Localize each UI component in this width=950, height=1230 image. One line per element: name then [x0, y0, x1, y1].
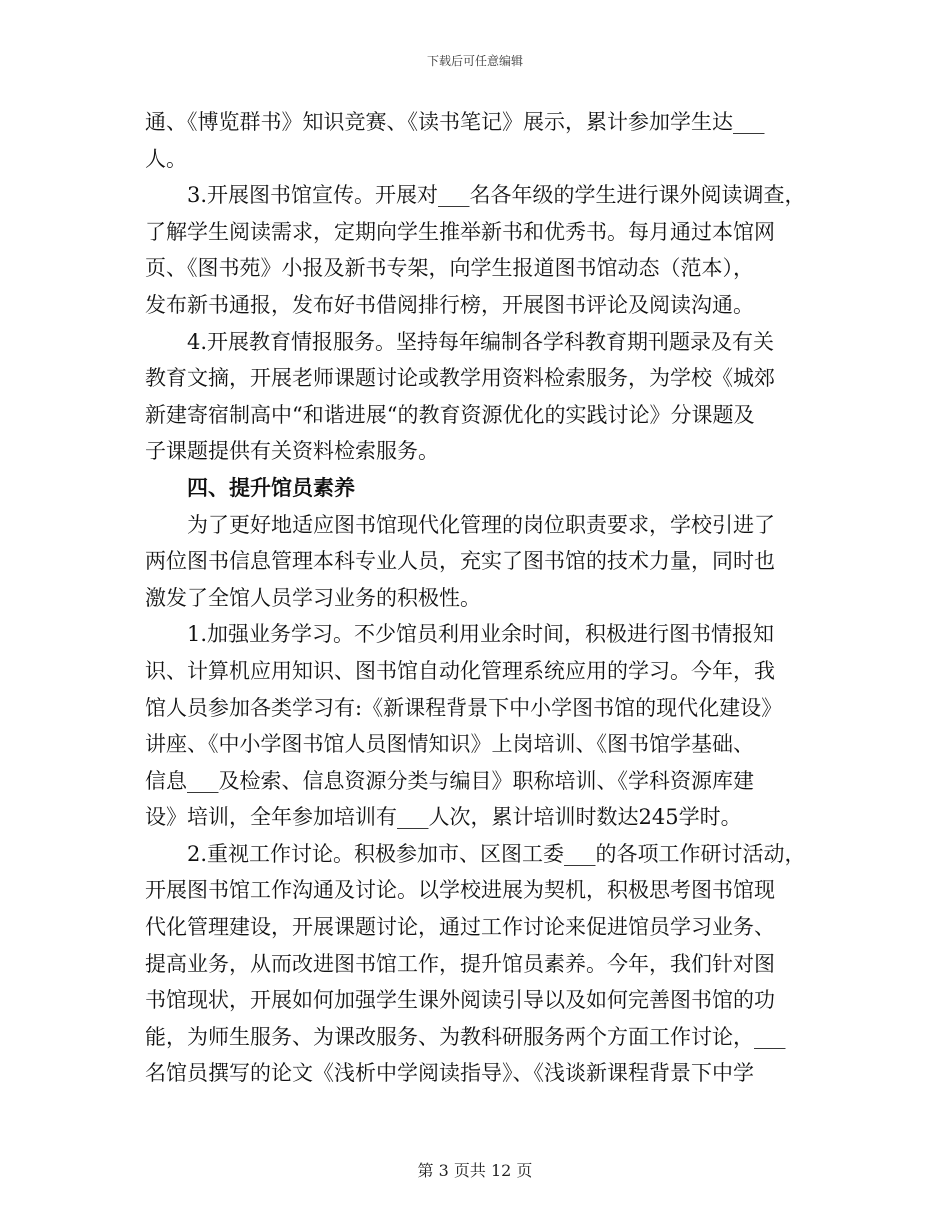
text-line: 两位图书信息管理本科专业人员，充实了图书馆的技术力量，同时也 — [145, 549, 775, 574]
text-line: 1.加强业务学习。不少馆员利用业余时间，积极进行图书情报知 — [187, 622, 775, 647]
text-line: 设》培训，全年参加培训有___人次，累计培训时数达245学时。 — [145, 805, 742, 830]
text-line: 通、《博览群书》知识竞赛、《读书笔记》展示，累计参加学生达___ — [145, 110, 765, 134]
text-line: 3.开展图书馆宣传。开展对___名各年级的学生进行课外阅读调查， — [187, 183, 806, 208]
document-body — [145, 104, 810, 1092]
text-line: 能，为师生服务、为课改服务、为教科研服务两个方面工作讨论，___ — [145, 1024, 786, 1049]
text-line: 开展图书馆工作沟通及讨论。以学校进展为契机，积极思考图书馆现 — [145, 878, 775, 903]
text-line: 识、计算机应用知识、图书馆自动化管理系统应用的学习。今年，我 — [145, 658, 775, 683]
text-line: 2.重视工作讨论。积极参加市、区图工委___的各项工作研讨活动， — [187, 841, 806, 866]
text-line: 教育文摘，开展老师课题讨论或教学用资料检索服务，为学校《城郊 — [145, 366, 775, 391]
text-line: 人。 — [145, 146, 187, 171]
section-heading: 四、提升馆员素养 — [187, 474, 355, 500]
text-line: 讲座、《中小学图书馆人员图情知识》上岗培训、《图书馆学基础、 — [145, 732, 754, 757]
text-line: 激发了全馆人员学习业务的积极性。 — [145, 585, 481, 610]
text-line: 信息___及检索、信息资源分类与编目》职称培训、《学科资源库建 — [145, 768, 754, 793]
text-line: 页、《图书苑》小报及新书专架，向学生报道图书馆动态（范本）， — [145, 256, 754, 281]
text-line: 为了更好地适应图书馆现代化管理的岗位职责要求，学校引进了 — [187, 512, 775, 537]
page-footer: 第 3 页共 12 页 — [417, 1161, 533, 1180]
text-line: 名馆员撰写的论文《浅析中学阅读指导》、《浅谈新课程背景下中学 — [145, 1061, 754, 1086]
text-line: 了解学生阅读需求，定期向学生推举新书和优秀书。每月通过本馆网 — [145, 219, 775, 244]
text-line: 馆人员参加各类学习有:《新课程背景下中小学图书馆的现代化建设》 — [145, 695, 783, 720]
text-line: 4.开展教育情报服务。坚持每年编制各学科教育期刊题录及有关 — [187, 329, 775, 354]
text-line: 子课题提供有关资料检索服务。 — [145, 439, 439, 464]
text-line: 发布新书通报，发布好书借阅排行榜，开展图书评论及阅读沟通。 — [145, 292, 754, 317]
text-line: 代化管理建设，开展课题讨论，通过工作讨论来促进馆员学习业务、 — [145, 915, 775, 940]
text-line: 新建寄宿制高中“和谐进展“的教育资源优化的实践讨论》分课题及 — [145, 402, 755, 427]
page-header: 下载后可任意编辑 — [426, 54, 523, 68]
text-line: 提高业务，从而改进图书馆工作，提升馆员素养。今年，我们针对图 — [145, 951, 775, 976]
text-line: 书馆现状，开展如何加强学生课外阅读引导以及如何完善图书馆的功 — [145, 988, 775, 1013]
